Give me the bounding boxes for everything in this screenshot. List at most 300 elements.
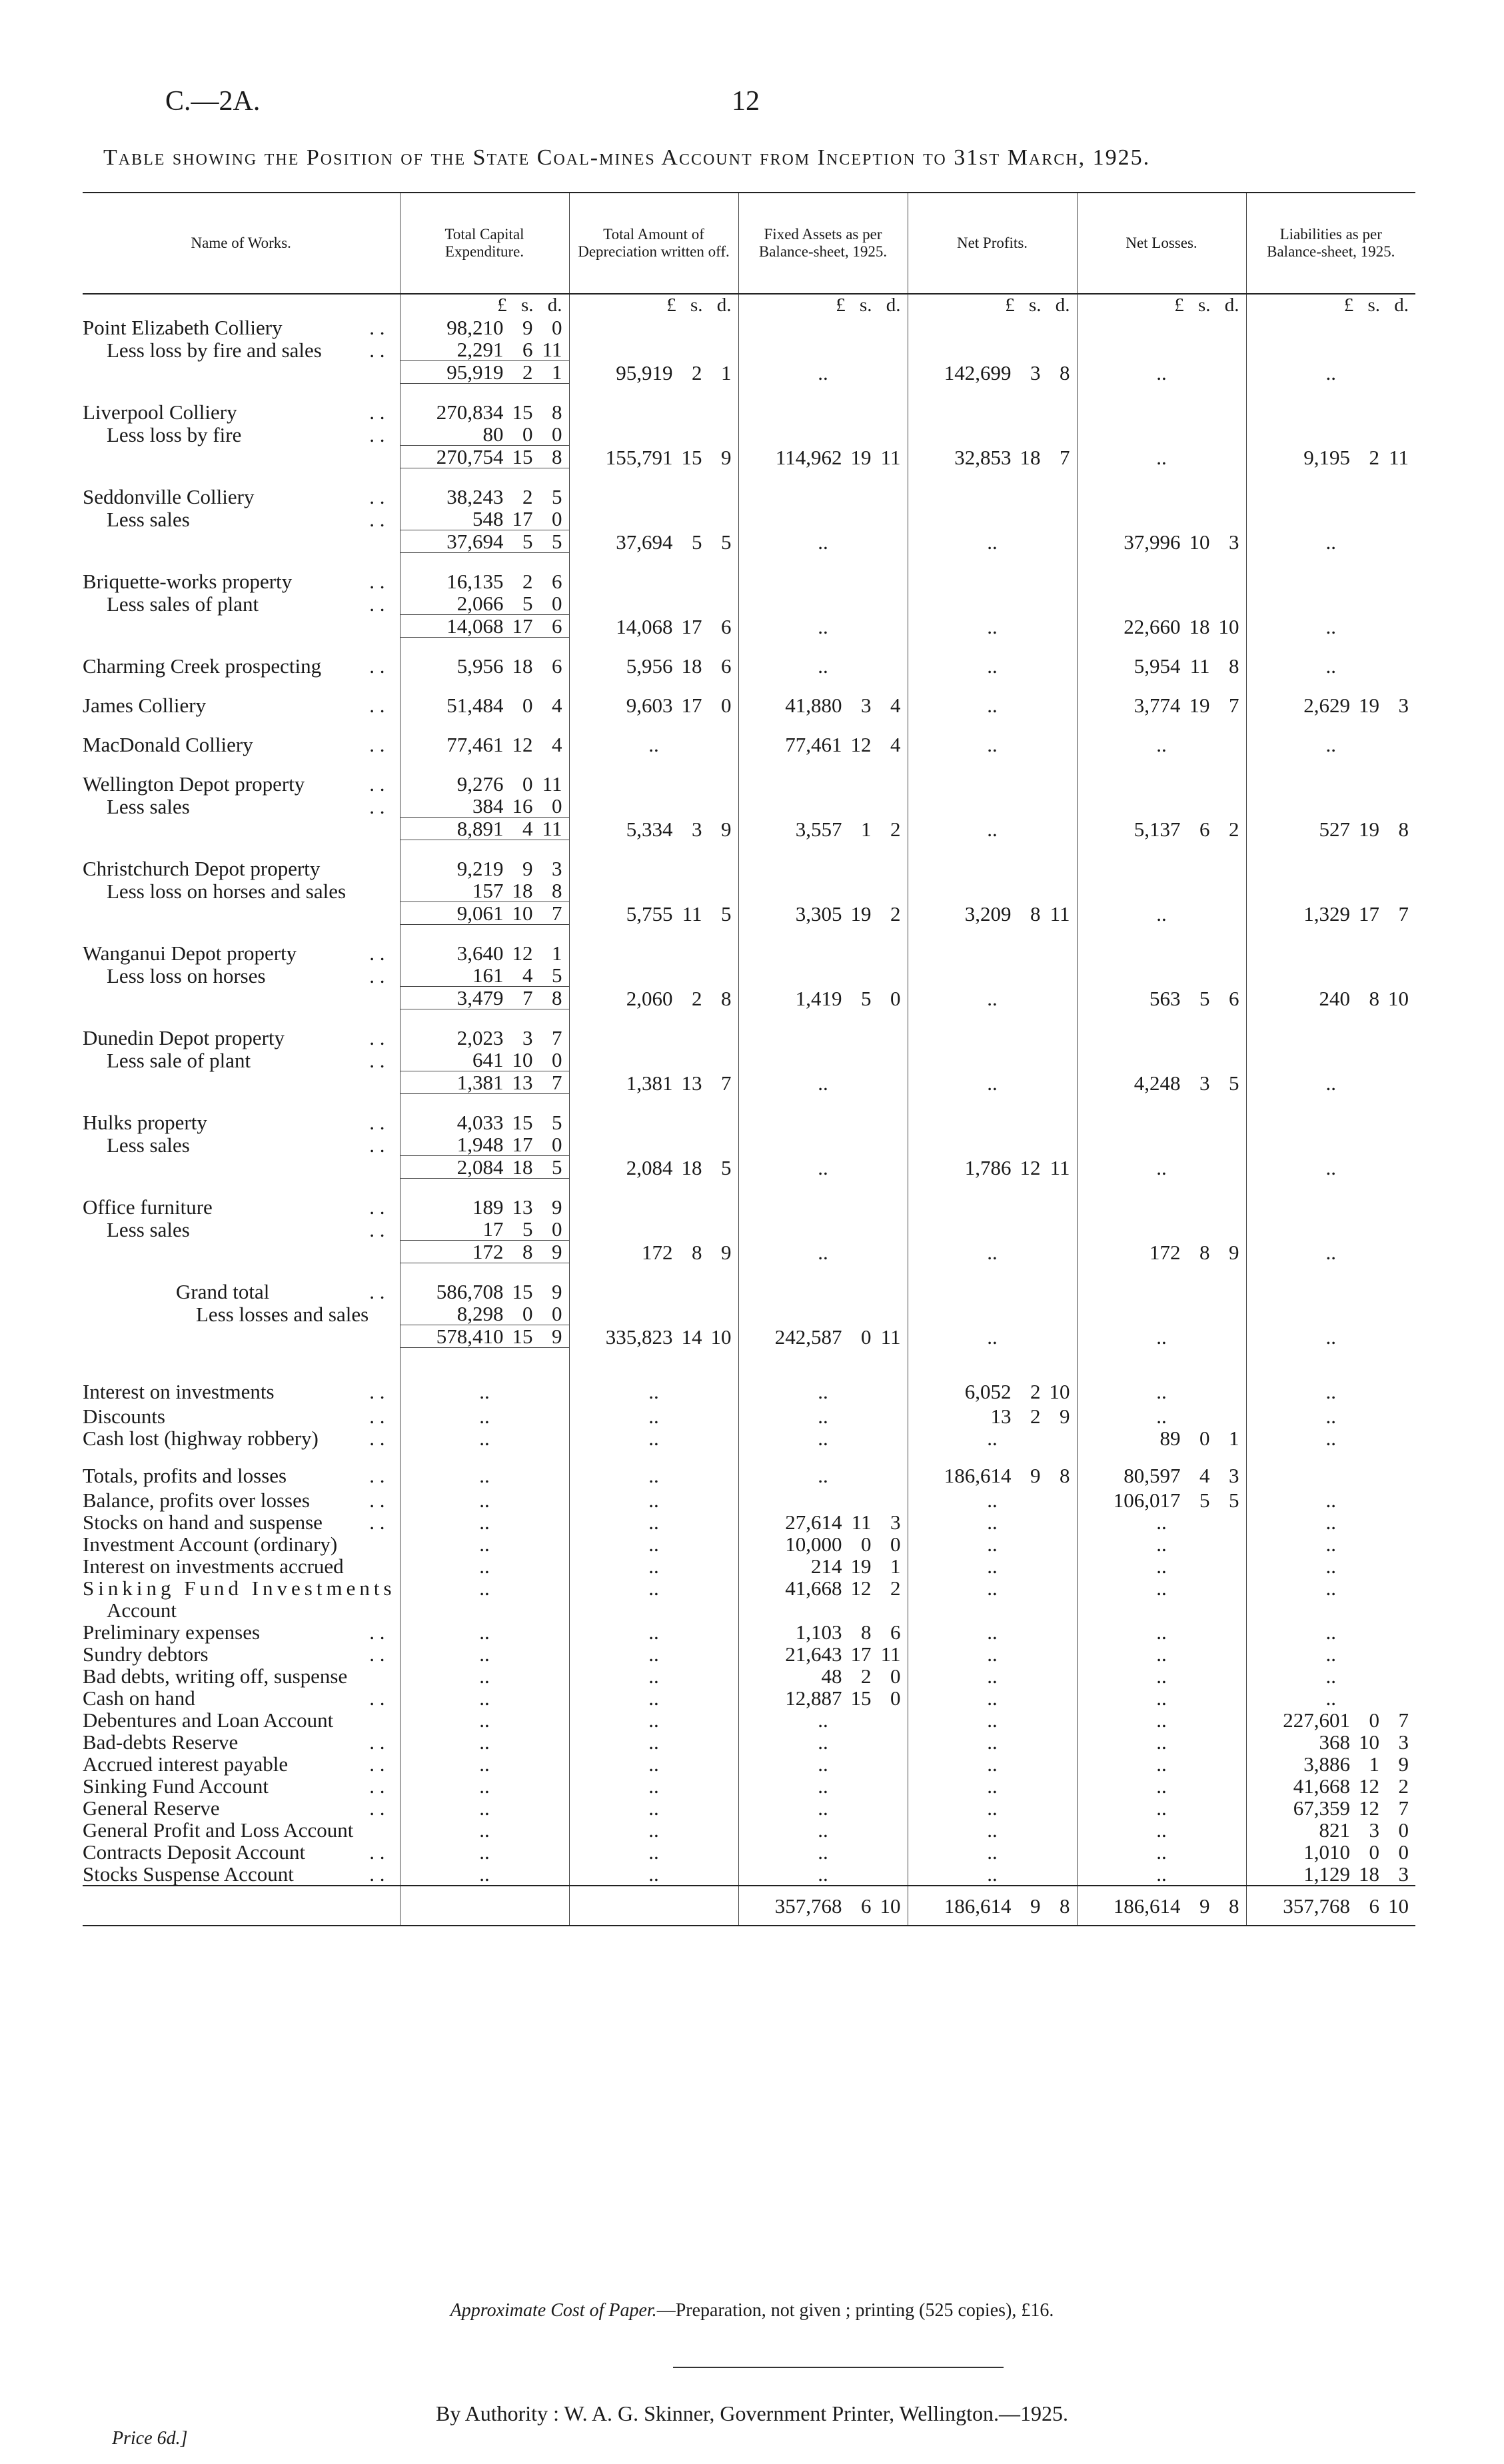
pounds: 22,660 [1124, 614, 1181, 638]
value-cell [908, 1049, 1077, 1071]
value-cell [908, 1027, 1077, 1049]
empty-marker: .. [648, 1862, 659, 1886]
empty-marker: .. [648, 1730, 659, 1754]
value-cell [400, 858, 569, 880]
row-name-cell [83, 858, 400, 880]
pounds: 157 [472, 879, 504, 902]
pence: 7 [721, 1071, 732, 1095]
empty-marker: .. [648, 1511, 659, 1534]
value-cell [1077, 1511, 1246, 1533]
value-cell [1246, 694, 1415, 716]
pence: 9 [552, 1280, 562, 1303]
pounds: 41,880 [785, 694, 842, 717]
pounds: 821 [1319, 1818, 1350, 1842]
shillings: 2 [522, 360, 533, 384]
value-cell [1077, 880, 1246, 902]
value-cell [908, 1533, 1077, 1555]
empty-marker: .. [987, 1840, 998, 1864]
value-cell [1246, 1218, 1415, 1241]
value-cell [400, 902, 569, 925]
value-cell [1246, 1577, 1415, 1599]
empty-marker: .. [987, 733, 998, 756]
shillings: 2 [692, 360, 702, 384]
value-cell [400, 316, 569, 338]
leader-dots: . . [369, 1111, 385, 1134]
value-cell [400, 1449, 569, 1489]
value-cell [1246, 1049, 1415, 1071]
row-name-cell [83, 1775, 400, 1797]
row-name-cell [83, 1863, 400, 1886]
value-cell [569, 446, 738, 468]
empty-marker: .. [479, 1840, 490, 1864]
value-cell [738, 1027, 908, 1049]
value-cell [1246, 655, 1415, 677]
pounds: 240 [1319, 986, 1350, 1010]
row-name-cell [83, 1156, 400, 1179]
shillings: 10 [1189, 530, 1210, 554]
shillings: 13 [681, 1071, 702, 1095]
shillings: 2 [522, 485, 533, 508]
leader-dots: . . [369, 1489, 385, 1512]
pence: 2 [890, 902, 901, 925]
empty-marker: .. [1156, 360, 1167, 384]
value-cell [400, 1775, 569, 1797]
row-name-cell [83, 1111, 400, 1133]
row-label: MacDonald Colliery [83, 733, 253, 756]
table-row [83, 486, 1415, 508]
column-header: Liabilities as per Balance-sheet, 1925. [1246, 193, 1415, 294]
leader-dots: . . [369, 316, 385, 339]
pounds: 8,891 [456, 817, 504, 840]
value-cell [569, 694, 738, 716]
empty-marker: .. [1156, 1576, 1167, 1600]
leader-dots: . . [369, 338, 385, 362]
row-name-cell [83, 773, 400, 795]
shillings: 10 [512, 902, 533, 925]
empty-marker: .. [1325, 1686, 1336, 1710]
shillings: 11 [1189, 654, 1210, 678]
row-label: Less loss by fire and sales [107, 338, 322, 362]
shillings: 10 [1359, 1730, 1379, 1754]
value-cell [1077, 818, 1246, 840]
subtotal-row [83, 987, 1415, 1009]
cost-note [0, 2300, 1504, 2321]
currency-label: £ s. d. [1343, 295, 1409, 316]
value-cell [908, 818, 1077, 840]
value-cell [1077, 1621, 1246, 1643]
row-name-cell [83, 694, 400, 716]
subtotal-row [83, 818, 1415, 840]
pence: 11 [1050, 1155, 1070, 1179]
pence: 4 [890, 694, 901, 717]
value-cell [569, 964, 738, 987]
spacer-row [83, 1263, 1415, 1281]
leader-dots: . . [369, 422, 385, 446]
row-name-cell [83, 1841, 400, 1863]
shillings: 15 [681, 445, 702, 469]
empty-marker: .. [818, 654, 828, 678]
value-cell [400, 1365, 569, 1405]
row-label: Interest on investments [83, 1380, 275, 1403]
empty-marker: .. [987, 1533, 998, 1556]
pence: 0 [552, 316, 562, 339]
value-cell [400, 530, 569, 553]
shillings: 3 [861, 694, 872, 717]
row-name-cell [83, 987, 400, 1009]
value-cell [400, 361, 569, 384]
table-row [83, 592, 1415, 615]
empty-marker: .. [1325, 614, 1336, 638]
pence: 2 [1398, 1774, 1409, 1798]
value-cell [738, 570, 908, 592]
empty-marker: .. [1325, 1664, 1336, 1688]
shillings: 5 [861, 986, 872, 1010]
value-cell [908, 592, 1077, 615]
empty-marker: .. [479, 1730, 490, 1754]
spacer-row [83, 384, 1415, 402]
shillings: 7 [522, 986, 533, 1009]
value-cell [569, 1405, 738, 1427]
pounds: 586,708 [436, 1280, 504, 1303]
shillings: 18 [512, 1155, 533, 1179]
row-label: Wanganui Depot property [83, 941, 297, 965]
value-cell [738, 446, 908, 468]
value-cell [908, 734, 1077, 756]
value-cell [908, 1325, 1077, 1348]
leader-dots: . . [369, 654, 385, 678]
empty-marker: .. [1156, 1774, 1167, 1798]
empty-marker: .. [1325, 1240, 1336, 1264]
leader-dots: . . [369, 1405, 385, 1428]
pence: 0 [552, 1133, 562, 1156]
value-cell [569, 1731, 738, 1753]
value-cell [1077, 1405, 1246, 1427]
value-cell [569, 1489, 738, 1511]
value-cell [400, 734, 569, 756]
pounds: 1,381 [456, 1071, 504, 1094]
leader-dots: . . [369, 772, 385, 796]
pounds: 5,137 [1133, 817, 1181, 841]
empty-marker: .. [1156, 1796, 1167, 1820]
pounds: 14,068 [446, 614, 504, 638]
value-cell [738, 1365, 908, 1405]
value-cell [1077, 1886, 1246, 1926]
row-label: Dunedin Depot property [83, 1026, 285, 1049]
pence: 7 [1060, 445, 1070, 469]
row-name-cell [83, 1577, 400, 1599]
spacer-row [83, 638, 1415, 656]
row-label: Liverpool Colliery [83, 400, 237, 424]
row-name-cell [83, 1555, 400, 1577]
shillings: 13 [512, 1071, 533, 1094]
value-cell [1077, 1731, 1246, 1753]
row-name-cell [83, 1753, 400, 1775]
pence: 10 [710, 1325, 732, 1349]
value-cell [400, 486, 569, 508]
table-row [83, 1405, 1415, 1427]
shillings: 15 [512, 1111, 533, 1134]
value-cell [738, 880, 908, 902]
pence: 0 [721, 694, 732, 717]
value-cell [1077, 1071, 1246, 1094]
currency-label: £ s. d. [1005, 295, 1070, 316]
row-label: Less losses and sales [196, 1302, 369, 1326]
empty-marker: .. [648, 1464, 659, 1487]
value-cell [908, 1797, 1077, 1819]
empty-marker: .. [479, 1620, 490, 1644]
subtotal-row [83, 1325, 1415, 1348]
value-cell [1246, 486, 1415, 508]
value-cell [738, 987, 908, 1009]
value-cell [1246, 1133, 1415, 1156]
table-row [83, 858, 1415, 880]
value-cell [738, 1241, 908, 1263]
value-cell [1077, 1555, 1246, 1577]
empty-marker: .. [987, 1664, 998, 1688]
value-cell [1077, 858, 1246, 880]
shillings: 15 [512, 400, 533, 424]
shillings: 2 [522, 570, 533, 593]
table-row [83, 655, 1415, 677]
shillings: 18 [1020, 445, 1041, 469]
value-cell [738, 1449, 908, 1489]
value-cell [908, 338, 1077, 361]
empty-marker: .. [1325, 1427, 1336, 1450]
value-cell [400, 1405, 569, 1427]
value-cell [569, 902, 738, 925]
empty-marker: .. [987, 1730, 998, 1754]
leader-dots: . . [369, 794, 385, 818]
pence: 4 [552, 694, 562, 717]
table-row [83, 880, 1415, 902]
row-name-cell [83, 1071, 400, 1094]
row-name-cell [83, 1731, 400, 1753]
empty-marker: .. [1156, 1730, 1167, 1754]
value-cell [569, 1709, 738, 1731]
pence: 9 [552, 1325, 562, 1348]
pounds: 2,084 [626, 1155, 673, 1179]
empty-marker: .. [1325, 1325, 1336, 1349]
row-name-cell [83, 1687, 400, 1709]
empty-marker: .. [479, 1511, 490, 1534]
shillings: 2 [692, 986, 702, 1010]
pence: 6 [1229, 986, 1239, 1010]
pence: 0 [552, 507, 562, 530]
value-cell [400, 1665, 569, 1687]
empty-marker: .. [987, 1862, 998, 1886]
pence: 0 [890, 1533, 901, 1556]
value-cell [908, 1599, 1077, 1621]
empty-marker: .. [818, 1730, 828, 1754]
value-cell [400, 1325, 569, 1348]
pence: 6 [721, 654, 732, 678]
shillings: 8 [1369, 986, 1379, 1010]
value-cell [569, 1533, 738, 1555]
row-name-cell [83, 423, 400, 446]
shillings: 8 [861, 1620, 872, 1644]
pence: 7 [552, 902, 562, 925]
row-label: Accrued interest payable [83, 1752, 289, 1776]
value-cell [908, 1687, 1077, 1709]
value-cell [400, 1709, 569, 1731]
pounds: 5,334 [626, 817, 673, 841]
table-row [83, 1027, 1415, 1049]
table-row [83, 1133, 1415, 1156]
pounds: 38,243 [446, 485, 504, 508]
value-cell [908, 1775, 1077, 1797]
row-label: Contracts Deposit Account [83, 1840, 306, 1864]
pounds: 270,754 [436, 445, 504, 468]
row-name-cell [83, 615, 400, 638]
row-name-cell [83, 486, 400, 508]
value-cell [738, 1049, 908, 1071]
empty-marker: .. [1325, 360, 1336, 384]
pence: 2 [1229, 817, 1239, 841]
empty-marker: .. [648, 1533, 659, 1556]
pounds: 37,694 [446, 530, 504, 553]
value-cell [400, 795, 569, 818]
value-cell [1246, 1071, 1415, 1094]
row-label: Debentures and Loan Account [83, 1708, 334, 1732]
value-cell [1246, 1325, 1415, 1348]
value-cell [400, 1303, 569, 1325]
value-cell [1246, 530, 1415, 553]
value-cell [738, 1156, 908, 1179]
empty-marker: .. [1325, 654, 1336, 678]
shillings: 0 [861, 1533, 872, 1556]
value-cell [1246, 1687, 1415, 1709]
pence: 3 [890, 1511, 901, 1534]
value-cell [1077, 486, 1246, 508]
value-cell [1077, 446, 1246, 468]
pounds: 6,052 [964, 1380, 1012, 1403]
value-cell [1246, 1241, 1415, 1263]
pence: 3 [1398, 1730, 1409, 1754]
value-cell [738, 1218, 908, 1241]
value-cell [908, 1753, 1077, 1775]
shillings: 2 [1030, 1380, 1041, 1403]
value-cell [1246, 795, 1415, 818]
empty-marker: .. [648, 1664, 659, 1688]
row-name-cell [83, 1027, 400, 1049]
empty-marker: .. [648, 1774, 659, 1798]
value-cell [1246, 1863, 1415, 1886]
row-label: Less loss on horses and sales [107, 879, 347, 903]
pounds: 172 [642, 1240, 673, 1264]
leader-dots: . . [369, 1380, 385, 1403]
value-cell [400, 818, 569, 840]
pence: 11 [1050, 902, 1070, 925]
value-cell [738, 1511, 908, 1533]
leader-dots: . . [369, 1195, 385, 1219]
leader-dots: . . [369, 1840, 385, 1864]
row-name-cell [83, 316, 400, 338]
pounds: 3,479 [456, 986, 504, 1009]
pounds: 77,461 [785, 733, 842, 756]
value-cell [1246, 592, 1415, 615]
empty-marker: .. [1325, 1071, 1336, 1095]
value-cell [908, 1643, 1077, 1665]
shillings: 2 [861, 1664, 872, 1688]
cost-label: Approximate Cost of Paper. [450, 2300, 657, 2321]
pounds: 2,066 [456, 592, 504, 615]
pounds: 89 [1159, 1427, 1181, 1450]
value-cell [1077, 423, 1246, 446]
value-cell [1246, 1511, 1415, 1533]
value-cell [1246, 942, 1415, 964]
pence: 11 [880, 445, 901, 469]
value-cell [908, 530, 1077, 553]
value-cell [1246, 1555, 1415, 1577]
value-cell [400, 773, 569, 795]
leader-dots: . . [369, 941, 385, 965]
empty-marker: .. [479, 1464, 490, 1487]
value-cell [1077, 1156, 1246, 1179]
value-cell [569, 508, 738, 530]
value-cell [400, 1156, 569, 1179]
pounds: 527 [1319, 817, 1350, 841]
value-cell [569, 1281, 738, 1303]
value-cell [569, 1577, 738, 1599]
pence: 9 [721, 817, 732, 841]
pence: 4 [890, 733, 901, 756]
spacer-row [83, 756, 1415, 773]
empty-marker: .. [1156, 902, 1167, 925]
shillings: 12 [850, 733, 872, 756]
value-cell [400, 615, 569, 638]
row-label: Totals, profits and losses [83, 1464, 287, 1487]
shillings: 4 [1199, 1464, 1210, 1487]
shillings: 14 [681, 1325, 702, 1349]
empty-marker: .. [648, 1818, 659, 1842]
value-cell [738, 1775, 908, 1797]
table-row [83, 734, 1415, 756]
pence: 3 [1398, 1862, 1409, 1886]
spacer-row [83, 1094, 1415, 1112]
shillings: 12 [512, 941, 533, 965]
pence: 6 [552, 614, 562, 638]
pence: 9 [1060, 1405, 1070, 1428]
totals-row [83, 1886, 1415, 1926]
currency-label: £ s. d. [666, 295, 732, 316]
value-cell [908, 1819, 1077, 1841]
leader-dots: . . [369, 1280, 385, 1303]
value-cell [738, 1643, 908, 1665]
value-cell [738, 1111, 908, 1133]
value-cell [569, 1643, 738, 1665]
empty-marker: .. [987, 694, 998, 717]
value-cell [1077, 902, 1246, 925]
row-name-cell [83, 570, 400, 592]
row-name-cell [83, 401, 400, 423]
value-cell [908, 795, 1077, 818]
empty-marker: .. [818, 1840, 828, 1864]
empty-marker: .. [987, 817, 998, 841]
value-cell [1246, 1533, 1415, 1555]
spacer-row [83, 677, 1415, 694]
pounds: 357,768 [1283, 1894, 1350, 1918]
value-cell [1077, 694, 1246, 716]
row-name-cell [83, 1303, 400, 1325]
table-row [83, 1111, 1415, 1133]
pounds: 9,603 [626, 694, 673, 717]
pounds: 186,614 [944, 1894, 1012, 1918]
shillings: 17 [512, 614, 533, 638]
leader-dots: . . [369, 1133, 385, 1157]
empty-marker: .. [1156, 733, 1167, 756]
pence: 3 [1229, 530, 1239, 554]
table-row [83, 1863, 1415, 1886]
